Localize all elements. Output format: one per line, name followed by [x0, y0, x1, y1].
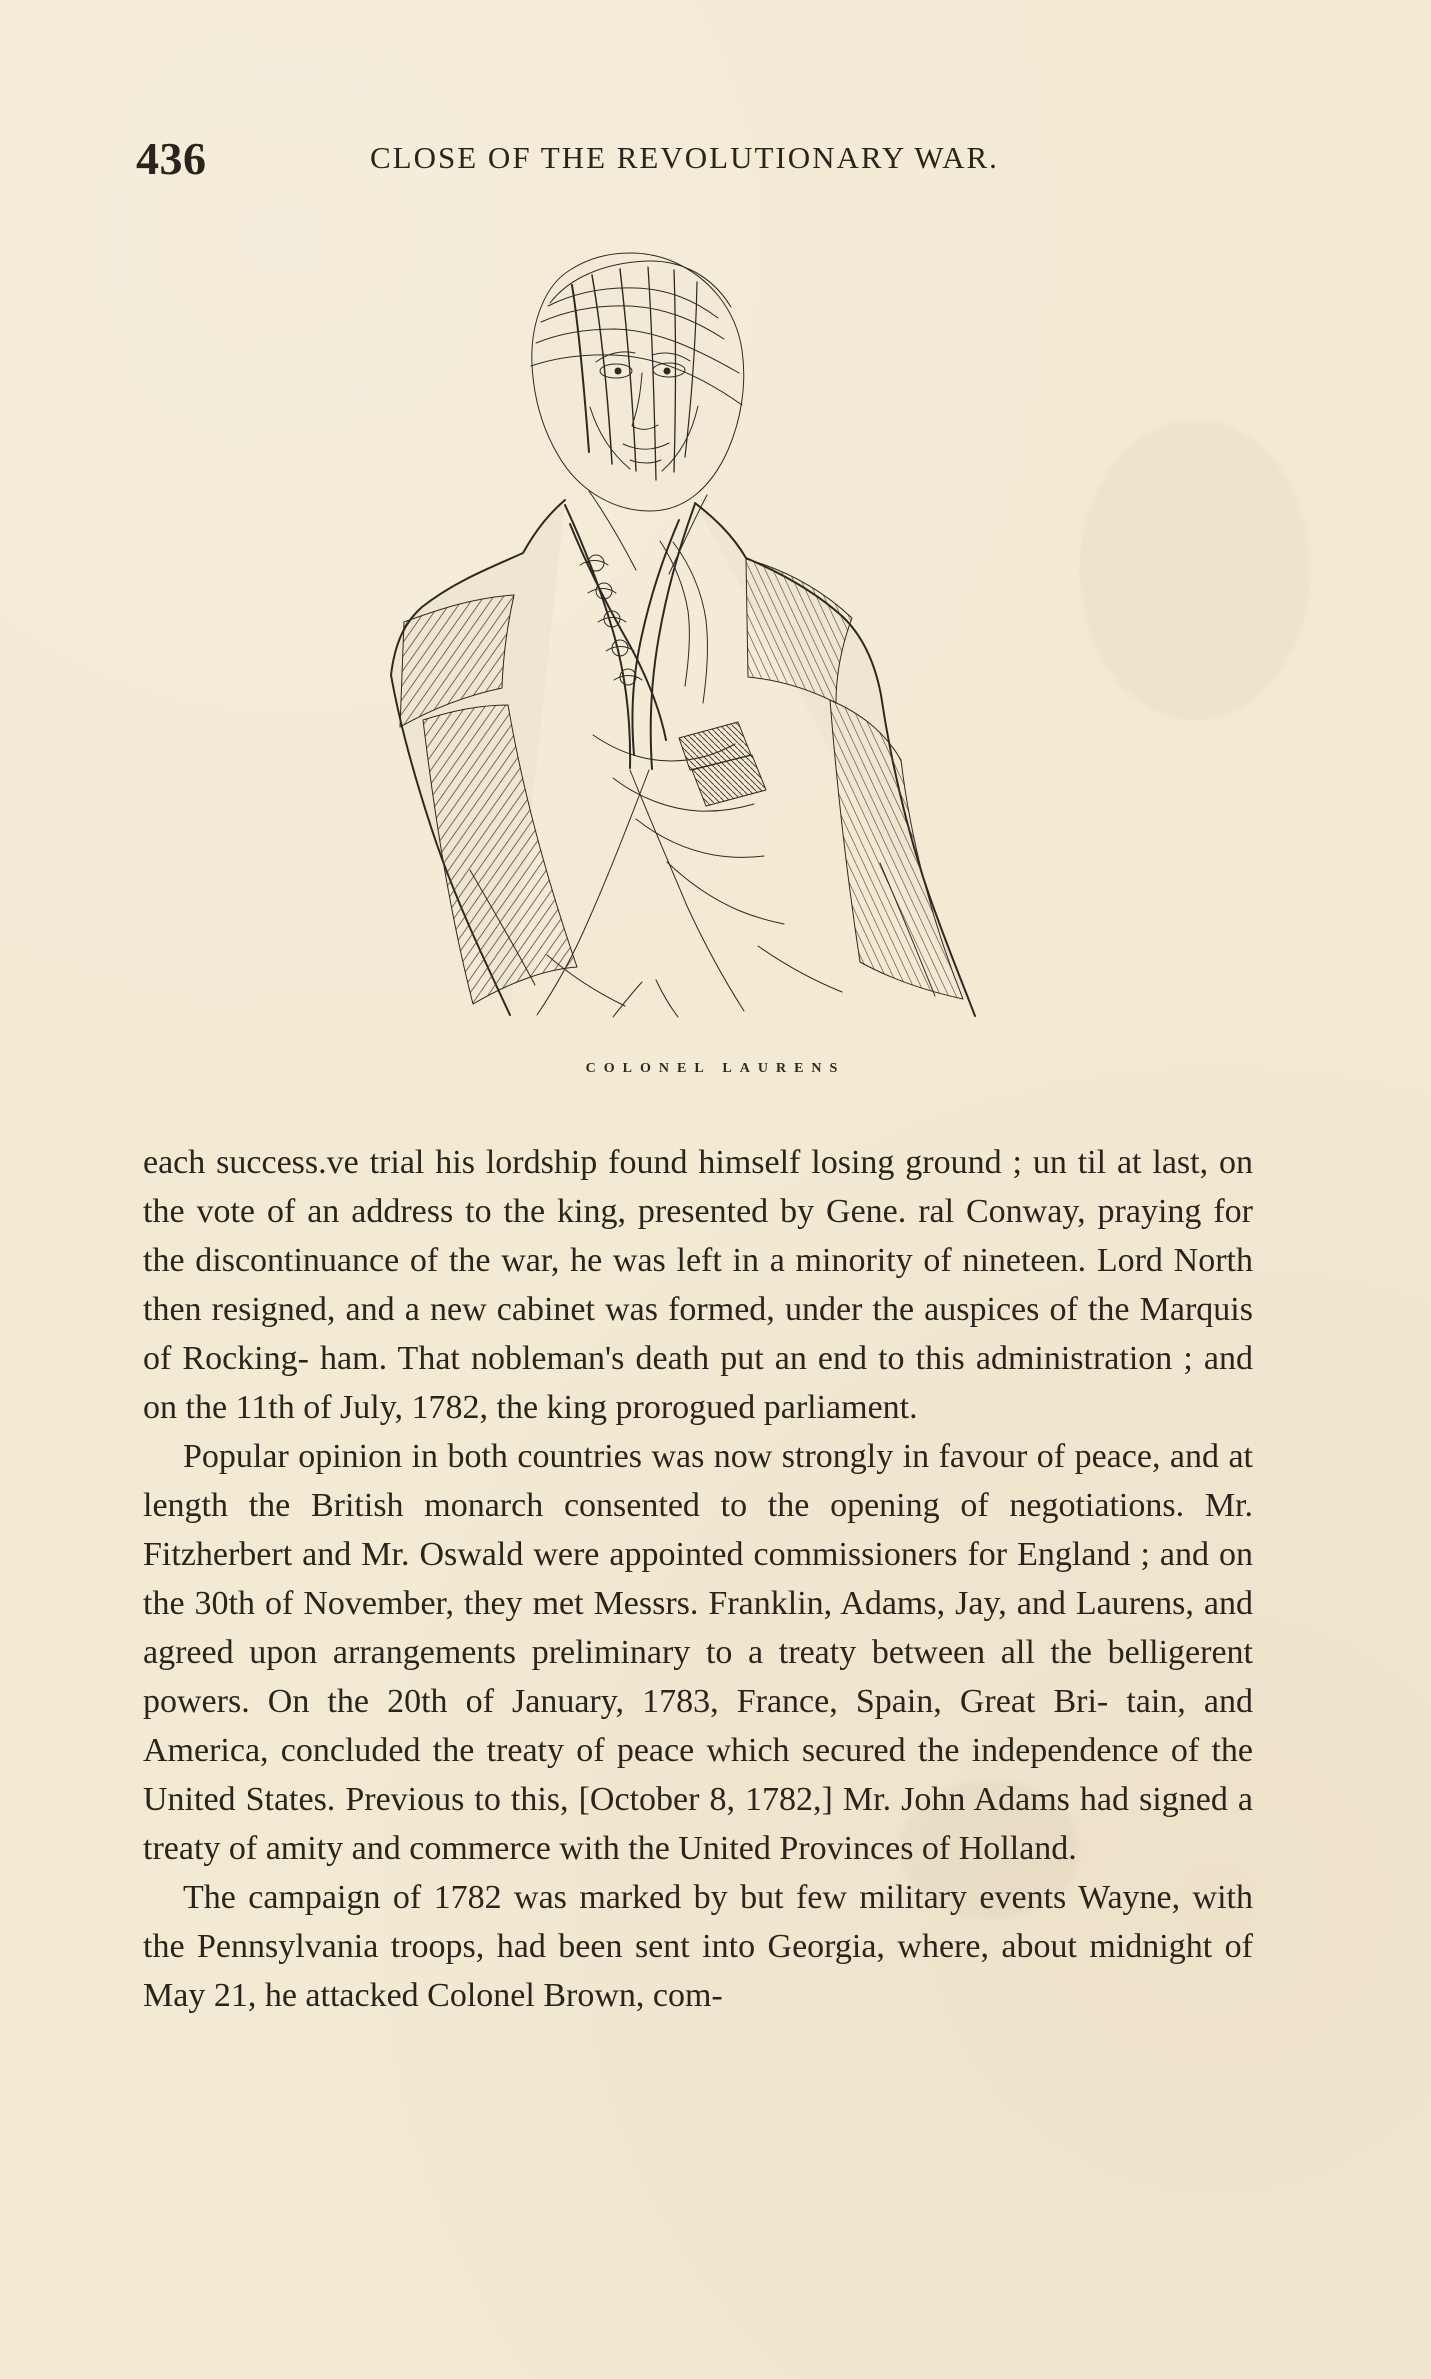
page-header	[136, 132, 1256, 192]
paragraph-1: each success.ve trial his lordship found himself losing ground ; un til at last, on the vote of an address to the king, presented by Gene. ral Conway, praying for the discontinuance of the war, he was left in a minority of nineteen. Lord North then resigned, and a new cabinet was formed, under the auspices of the Marquis of Rocking- ham. That nobleman's death put an end to this administration ; and on the 11th of July, 1782, the king prorogued parliament.	[143, 1144, 1253, 1426]
paper-stain	[1080, 420, 1310, 720]
page-number: 436	[136, 133, 207, 184]
paragraph-2: Popular opinion in both countries was now strongly in favour of peace, and at length the British monarch consented to the opening of negotiations. Mr. Fitzherbert and Mr. Oswald were appointed commissioners for England ; and on the 30th of November, they met Messrs. Franklin, Adams, Jay, and Laurens, and agreed upon arrangements preliminary to a treaty between all the belligerent powers. On the 20th of January, 1783, France, Spain, Great Bri- tain, and America, concluded the treaty of peace which secured the independence of the United States. Previous to this, [October 8, 1782,] Mr. John Adams had signed a treaty of amity and commerce with the United Provinces of Holland.	[143, 1438, 1253, 1867]
portrait-engraving	[360, 215, 1030, 1050]
running-title: CLOSE OF THE REVOLUTIONARY WAR.	[370, 140, 999, 175]
paragraph-3: The campaign of 1782 was marked by but few military events Wayne, with the Pennsylvania troops, had been sent into Georgia, where, about midnight of May 21, he attacked Colonel Brown, com-	[143, 1879, 1253, 2014]
page-body	[143, 1138, 1253, 2020]
portrait-caption: COLONEL LAURENS	[585, 1061, 846, 1076]
